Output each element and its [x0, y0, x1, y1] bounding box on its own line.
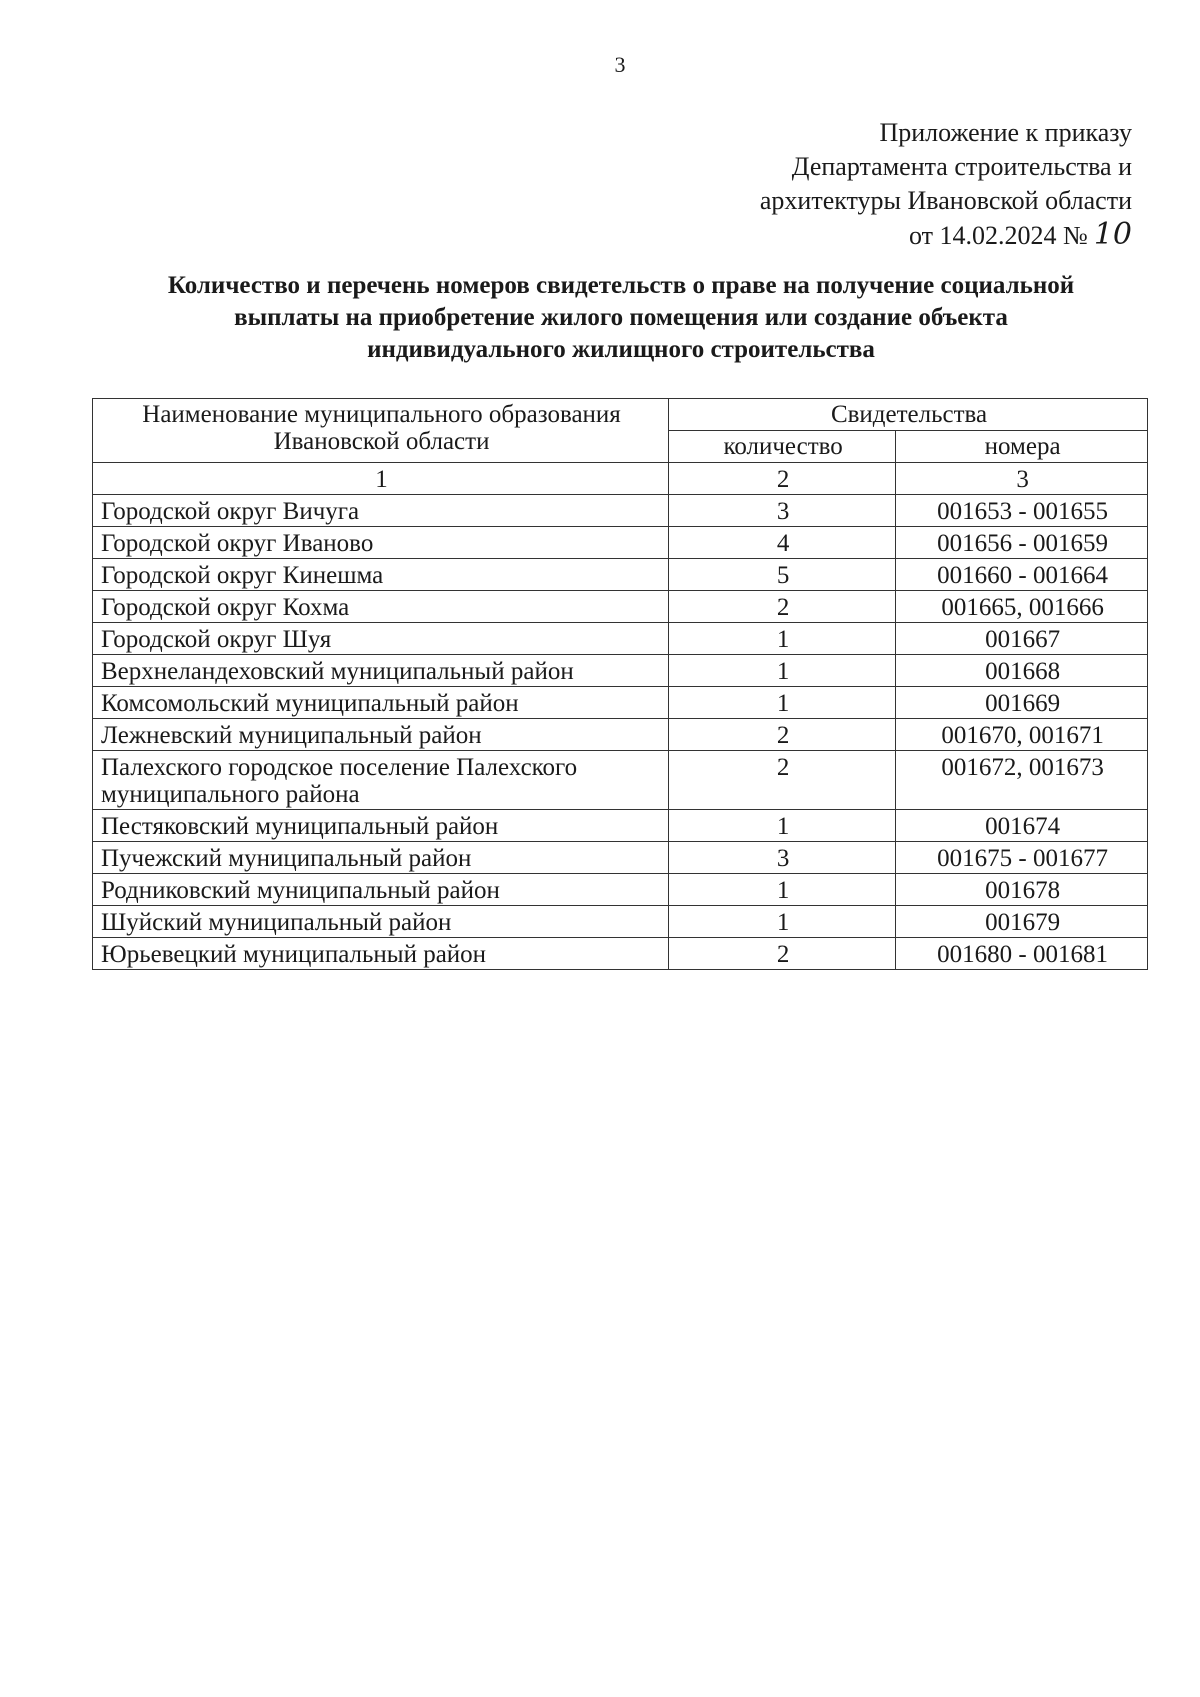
certificate-count: 1: [669, 810, 896, 842]
certificate-count: 2: [669, 591, 896, 623]
municipality-name: Палехского городское поселение Палехского муниципального района: [93, 751, 669, 810]
column-index-row: [93, 463, 1148, 495]
certificate-count: 1: [669, 906, 896, 938]
title-line-1: Количество и перечень номеров свидетельств о праве на получение социальной: [167, 272, 1075, 299]
certificate-count: 1: [669, 655, 896, 687]
appendix-block: [760, 116, 1132, 253]
municipality-name: Комсомольский муниципальный район: [93, 687, 669, 719]
table-row: [93, 655, 1148, 687]
table-row: [93, 751, 1148, 810]
municipality-name: Городской округ Вичуга: [93, 495, 669, 527]
municipality-name: Городской округ Иваново: [93, 527, 669, 559]
document-title: [96, 270, 1146, 366]
table-row: [93, 687, 1148, 719]
municipality-name: Верхнеландеховский муниципальный район: [93, 655, 669, 687]
column-index: 1: [93, 463, 669, 495]
appendix-line-3: архитектуры Ивановской области: [759, 186, 1132, 215]
certificate-count: 1: [669, 623, 896, 655]
table-header-row: [93, 399, 1148, 431]
certificate-numbers: 001680 - 001681: [896, 938, 1148, 970]
appendix-line-1: Приложение к приказу: [879, 118, 1132, 147]
certificate-numbers: 001668: [896, 655, 1148, 687]
title-line-2: выплаты на приобретение жилого помещения или создание объекта: [234, 304, 1008, 331]
table-row: [93, 719, 1148, 751]
appendix-line-2: Департамента строительства и: [791, 152, 1132, 181]
certificate-count: 1: [669, 687, 896, 719]
appendix-date-line: [760, 218, 1132, 253]
certificate-count: 4: [669, 527, 896, 559]
table-row: [93, 842, 1148, 874]
certificate-count: 3: [669, 495, 896, 527]
municipality-name: Пучежский муниципальный район: [93, 842, 669, 874]
column-index: 3: [896, 463, 1148, 495]
header-municipality: Наименование муниципального образования Ивановской области: [93, 399, 669, 463]
municipality-name: Городской округ Шуя: [93, 623, 669, 655]
table-row: [93, 559, 1148, 591]
certificate-numbers: 001667: [896, 623, 1148, 655]
certificate-numbers: 001670, 001671: [896, 719, 1148, 751]
municipality-name: Пестяковский муниципальный район: [93, 810, 669, 842]
certificates-table: [92, 398, 1148, 970]
municipality-name: Городской округ Кинешма: [93, 559, 669, 591]
municipality-name: Юрьевецкий муниципальный район: [93, 938, 669, 970]
certificate-numbers: 001675 - 001677: [896, 842, 1148, 874]
certificate-numbers: 001660 - 001664: [896, 559, 1148, 591]
municipality-name: Шуйский муниципальный район: [93, 906, 669, 938]
order-number: 10: [1093, 217, 1132, 252]
municipality-name: Лежневский муниципальный район: [93, 719, 669, 751]
table-row: [93, 810, 1148, 842]
page-number: 3: [614, 52, 626, 77]
appendix-date: от 14.02.2024 №: [908, 221, 1088, 250]
table-row: [93, 874, 1148, 906]
certificate-count: 5: [669, 559, 896, 591]
certificate-numbers: 001665, 001666: [896, 591, 1148, 623]
certificate-numbers: 001678: [896, 874, 1148, 906]
certificate-numbers: 001656 - 001659: [896, 527, 1148, 559]
certificate-numbers: 001679: [896, 906, 1148, 938]
table-row: [93, 906, 1148, 938]
table-row: [93, 938, 1148, 970]
table-row: [93, 623, 1148, 655]
table-body: [93, 399, 1148, 970]
certificate-count: 1: [669, 874, 896, 906]
certificate-count: 2: [669, 938, 896, 970]
certificate-numbers: 001669: [896, 687, 1148, 719]
certificate-count: 2: [669, 719, 896, 751]
column-index: 2: [669, 463, 896, 495]
header-numbers: номера: [896, 431, 1148, 463]
municipality-name: Городской округ Кохма: [93, 591, 669, 623]
title-line-3: индивидуального жилищного строительства: [367, 336, 875, 363]
header-count: количество: [669, 431, 896, 463]
table-row: [93, 527, 1148, 559]
municipality-name: Родниковский муниципальный район: [93, 874, 669, 906]
header-certificates: Свидетельства: [669, 399, 1148, 431]
table-row: [93, 495, 1148, 527]
certificate-numbers: 001653 - 001655: [896, 495, 1148, 527]
certificate-numbers: 001672, 001673: [896, 751, 1148, 810]
certificate-count: 3: [669, 842, 896, 874]
table-row: [93, 591, 1148, 623]
certificate-count: 2: [669, 751, 896, 810]
certificate-numbers: 001674: [896, 810, 1148, 842]
